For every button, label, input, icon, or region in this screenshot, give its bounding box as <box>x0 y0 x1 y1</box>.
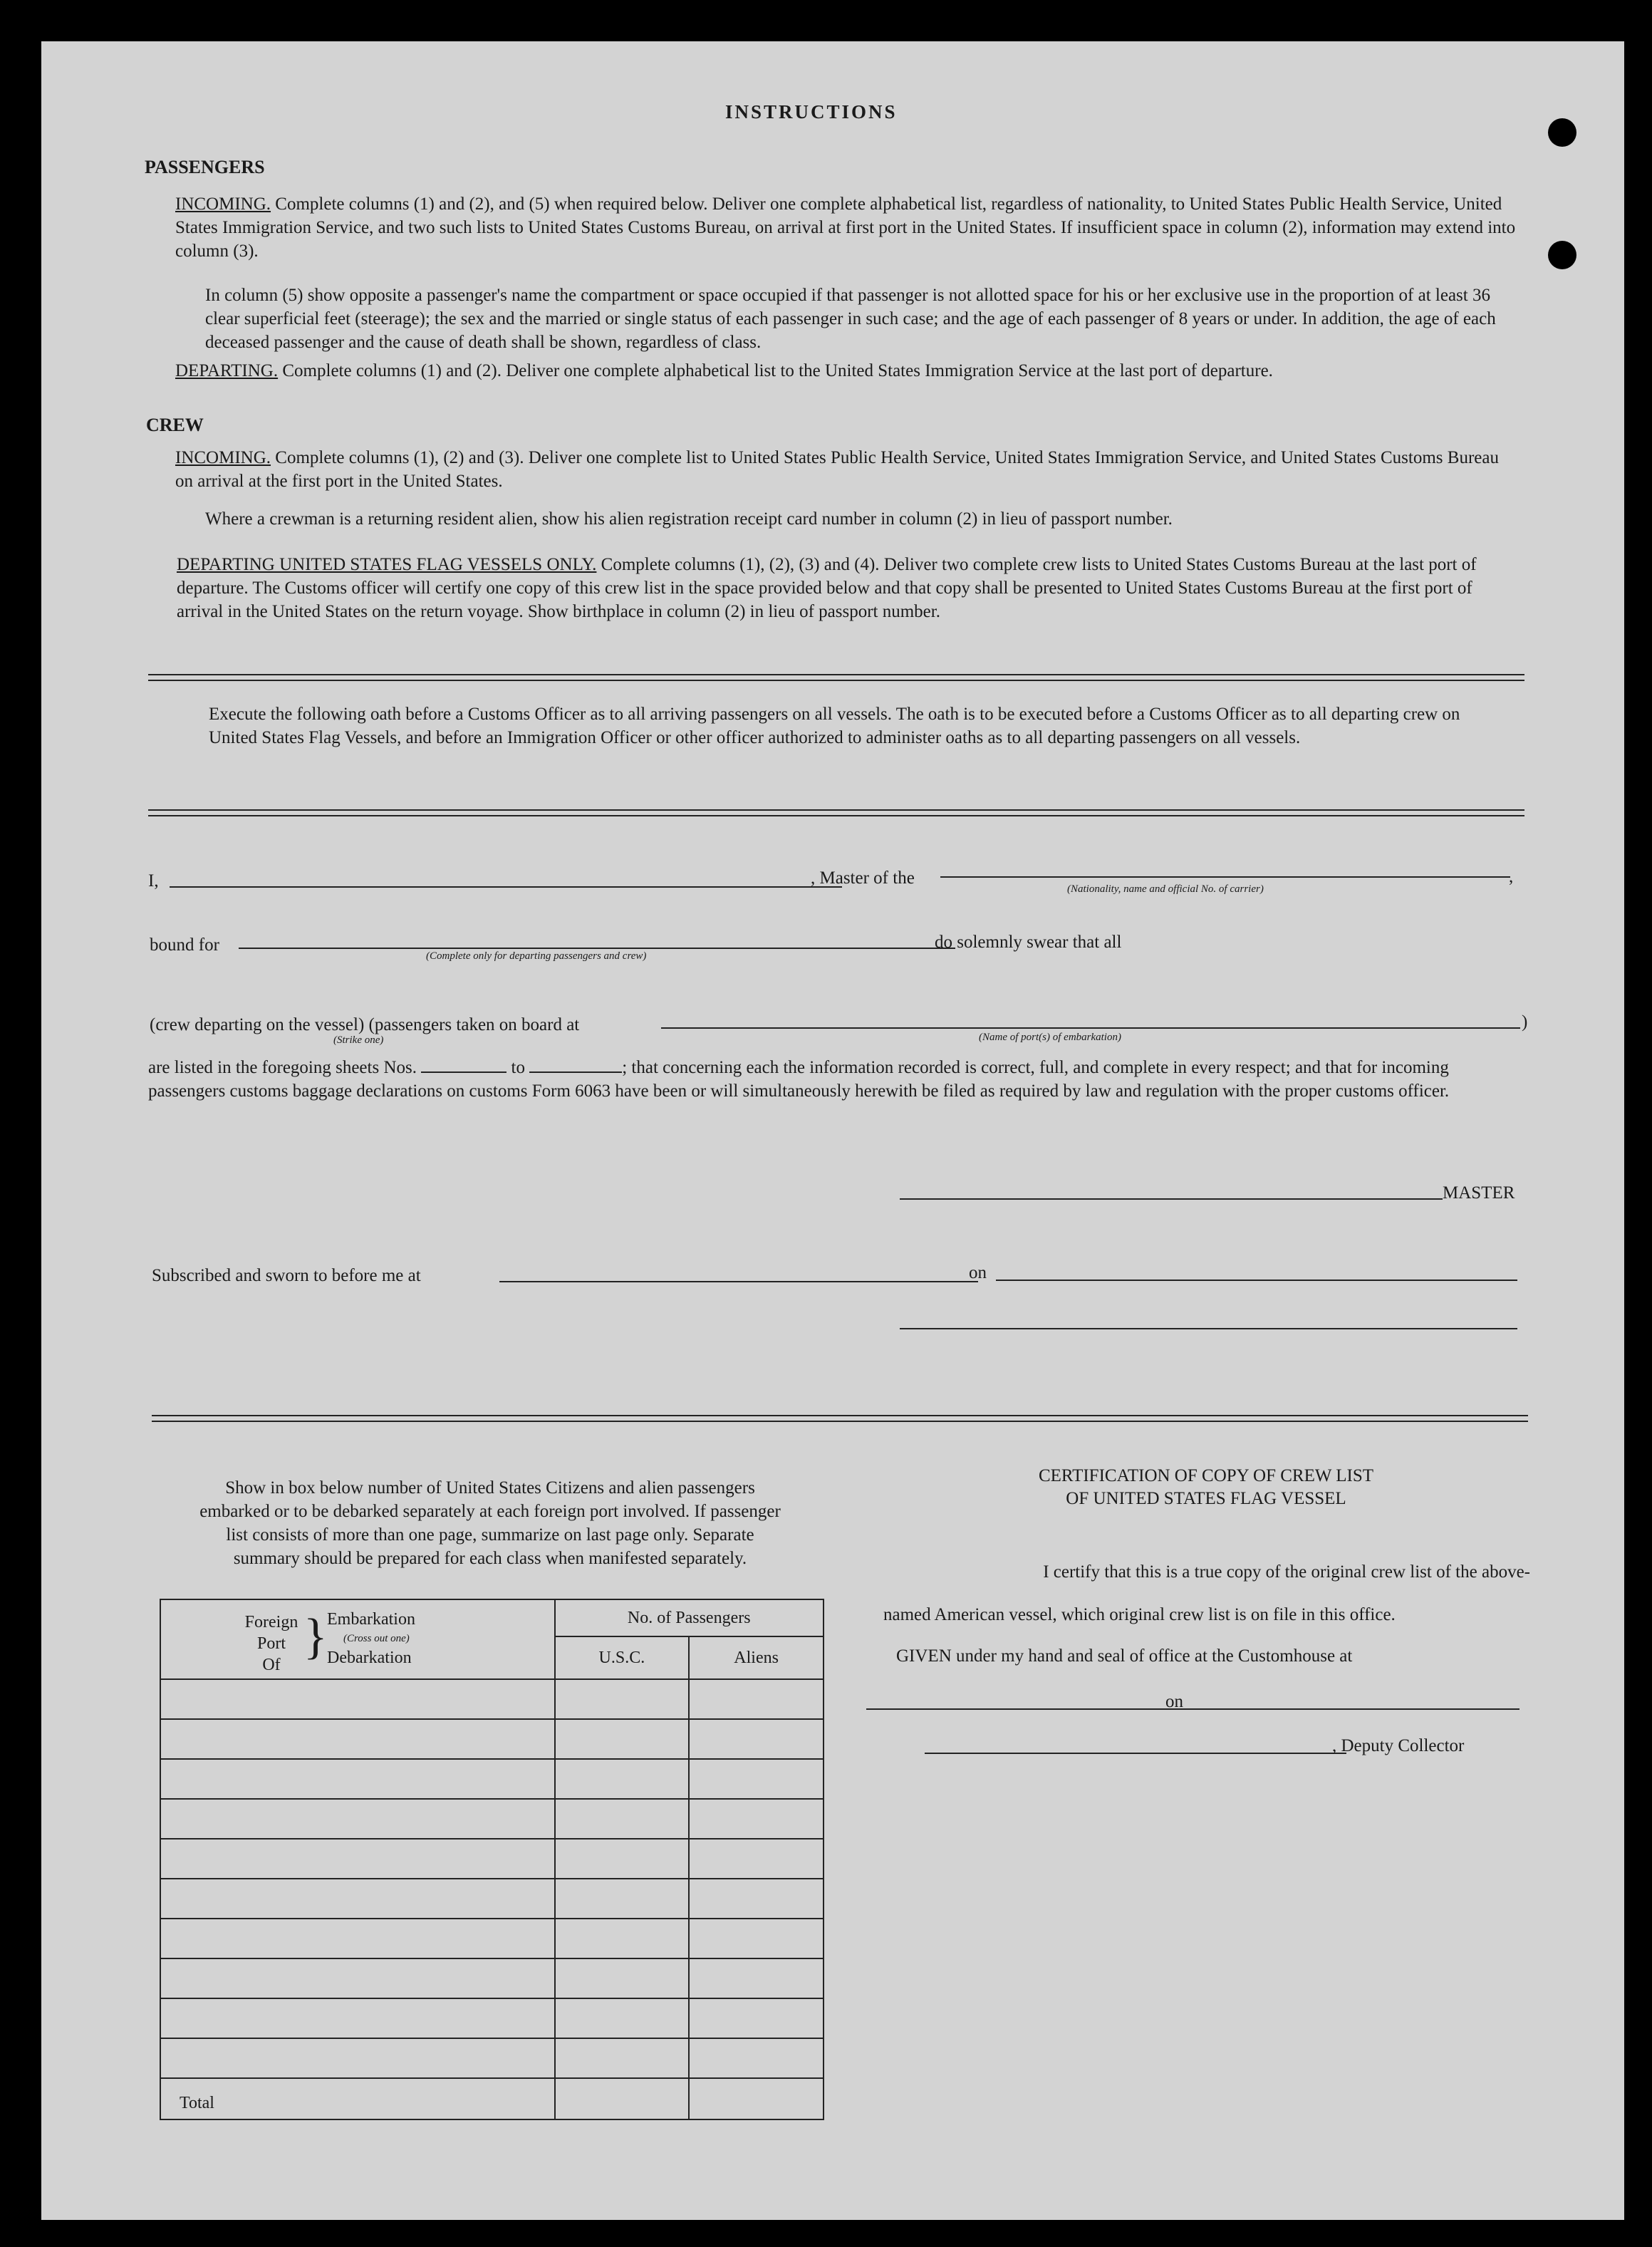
crew-departing <box>177 553 1519 623</box>
port-label: Port <box>256 1634 286 1653</box>
aliens-cell[interactable] <box>689 1919 824 1958</box>
swear-text: do solemnly swear that all <box>935 933 1122 952</box>
passengers-departing <box>175 359 1518 383</box>
port-cell[interactable] <box>160 1719 555 1759</box>
master-label: MASTER <box>1443 1183 1515 1203</box>
usc-cell[interactable] <box>555 1919 690 1958</box>
certification-title-1: CERTIFICATION OF COPY OF CREW LIST <box>1038 1466 1374 1485</box>
master-signature-field[interactable] <box>900 1198 1443 1200</box>
aliens-cell[interactable] <box>689 2038 824 2078</box>
certification-given: GIVEN under my hand and seal of office at the Customhouse at <box>896 1646 1353 1666</box>
sheets-text-2: ; that concerning each the information recorded is correct, full, and complete in every respect; and that for incoming passengers customs baggage declarations on customs Form 6063 have been or will simultaneously herewith be filed as required by law and regulation with the proper customs officer. <box>148 1058 1450 1101</box>
aliens-header: Aliens <box>689 1636 824 1679</box>
sworn-date-field[interactable] <box>996 1280 1517 1281</box>
divider <box>148 674 1524 681</box>
sheets-text-1: are listed in the foregoing sheets Nos. <box>148 1058 417 1077</box>
bound-for-caption: (Complete only for departing passengers and crew) <box>426 950 647 962</box>
passengers-departing-label: DEPARTING. <box>175 361 279 380</box>
summary-instructions: Show in box below number of United States Citizens and alien passengers embarked or to be debarked separately at each foreign port involved. If passenger list consists of more than one page, summarize on last page only. Separate summary should be prepared for each class when manifested separately. <box>199 1478 781 1568</box>
aliens-cell[interactable] <box>689 1839 824 1879</box>
certification-title-2: OF UNITED STATES FLAG VESSEL <box>1066 1489 1346 1508</box>
crew-heading: CREW <box>146 415 204 435</box>
port-cell[interactable] <box>160 1919 555 1958</box>
of-label: Of <box>262 1656 281 1674</box>
certification-date-field[interactable] <box>1192 1708 1519 1710</box>
passengers-heading: PASSENGERS <box>145 157 265 177</box>
document-page <box>41 41 1624 2220</box>
strike-caption: (Strike one) <box>333 1034 384 1046</box>
aliens-cell[interactable] <box>689 1679 824 1719</box>
foreign-label: Foreign <box>244 1613 298 1631</box>
comma: , <box>1509 867 1514 886</box>
crew-incoming-label: INCOMING. <box>175 448 271 467</box>
crew-departing-label: DEPARTING UNITED STATES FLAG VESSELS ONLY. <box>177 555 597 574</box>
crew-incoming-text: Complete columns (1), (2) and (3). Deliver one complete list to United States Public Health Service, United States Immigration Service, and United States Customs Bureau on arrival at the first port in the United States. <box>175 448 1499 491</box>
port-cell[interactable] <box>160 1759 555 1799</box>
usc-header: U.S.C. <box>555 1636 690 1679</box>
ports-caption: (Name of port(s) of embarkation) <box>979 1032 1121 1043</box>
crew-incoming <box>175 446 1518 493</box>
divider <box>152 1415 1528 1422</box>
customhouse-field[interactable] <box>866 1708 1201 1710</box>
page-title: INSTRUCTIONS <box>725 101 898 123</box>
port-cell[interactable] <box>160 1799 555 1839</box>
embarkation-ports-field[interactable] <box>661 1027 1520 1029</box>
master-of-label: , Master of the <box>811 868 915 888</box>
certification-on: on <box>1165 1692 1183 1711</box>
sheet-to-field[interactable] <box>529 1071 622 1073</box>
foreign-port-of <box>239 1612 303 1676</box>
port-cell[interactable] <box>160 1879 555 1919</box>
close-paren: ) <box>1522 1012 1528 1032</box>
officer-signature-field[interactable] <box>900 1328 1517 1329</box>
usc-cell[interactable] <box>555 1679 690 1719</box>
punch-hole <box>1548 241 1576 269</box>
sheets-paragraph <box>148 1056 1529 1103</box>
sworn-on-label: on <box>969 1263 987 1282</box>
port-cell[interactable] <box>160 1839 555 1879</box>
brace: } <box>303 1609 328 1664</box>
certification-title <box>896 1465 1516 1510</box>
punch-hole <box>1548 118 1576 147</box>
carrier-field[interactable] <box>940 876 1510 878</box>
usc-cell[interactable] <box>555 1958 690 1998</box>
debarkation-label: Debarkation <box>327 1649 412 1667</box>
bound-for-field[interactable] <box>239 948 955 949</box>
total-aliens-cell[interactable] <box>689 2078 824 2119</box>
crew-departing-text: Complete columns (1), (2), (3) and (4). Deliver two complete crew lists to United States Customs Bureau at the last port of departure. The Customs officer will certify one copy of this crew list in the space provided below and that copy shall be presented to United States Customs Bureau at the first port of arrival in the United States on the return voyage. Show birthplace in column (2) in lieu of passport number. <box>177 555 1477 621</box>
aliens-cell[interactable] <box>689 1879 824 1919</box>
port-cell[interactable] <box>160 1679 555 1719</box>
passenger-summary-table <box>160 1599 824 2120</box>
usc-cell[interactable] <box>555 1879 690 1919</box>
deputy-signature-field[interactable] <box>925 1753 1346 1754</box>
sheets-to: to <box>511 1058 525 1077</box>
aliens-cell[interactable] <box>689 1799 824 1839</box>
sheet-from-field[interactable] <box>421 1071 506 1073</box>
passengers-incoming-text: Complete columns (1) and (2), and (5) when required below. Deliver one complete alphabetical list, regardless of nationality, to United States Public Health Service, United States Immigration Service, and two such lists to United States Customs Bureau, on arrival at first port in the United States. If insufficient space in column (2), information may extend into column (3). <box>175 194 1516 261</box>
no-passengers-header: No. of Passengers <box>555 1599 824 1636</box>
crew-departing-text: (crew departing on the vessel) (passengers taken on board at <box>150 1015 580 1034</box>
total-label: Total <box>160 2078 555 2119</box>
passengers-incoming-label: INCOMING. <box>175 194 271 214</box>
certification-text-1: I certify that this is a true copy of the original crew list of the above- <box>1043 1562 1530 1582</box>
port-cell[interactable] <box>160 2038 555 2078</box>
port-cell[interactable] <box>160 1958 555 1998</box>
deputy-label: , Deputy Collector <box>1332 1736 1465 1755</box>
cross-out-caption: (Cross out one) <box>343 1633 410 1644</box>
passengers-column5: In column (5) show opposite a passenger's name the compartment or space occupied if that passenger is not allotted space for his or her exclusive use in the proportion of at least 36 clear superficial feet (steerage); the sex and the married or single status of each passenger in such case; and the age of each passenger of 8 years or under. In addition, the age of each deceased passenger and the cause of death shall be shown, regardless of class. <box>205 286 1496 352</box>
port-cell[interactable] <box>160 1998 555 2038</box>
bound-for-label: bound for <box>150 935 219 955</box>
aliens-cell[interactable] <box>689 1958 824 1998</box>
usc-cell[interactable] <box>555 1799 690 1839</box>
usc-cell[interactable] <box>555 1719 690 1759</box>
usc-cell[interactable] <box>555 1839 690 1879</box>
usc-cell[interactable] <box>555 1759 690 1799</box>
aliens-cell[interactable] <box>689 1759 824 1799</box>
oath-intro: Execute the following oath before a Customs Officer as to all arriving passengers on all vessels. The oath is to be executed before a Customs Officer as to all departing crew on United States Flag Vessels, and before an Immigration Officer or other officer authorized to administer oaths as to all departing passengers on all vessels. <box>209 705 1460 747</box>
crew-resident-alien: Where a crewman is a returning resident alien, show his alien registration receipt card number in column (2) in lieu of passport number. <box>205 509 1173 529</box>
oath-i-label: I, <box>148 871 159 891</box>
master-name-field[interactable] <box>170 886 842 888</box>
embarkation-label: Embarkation <box>327 1610 415 1629</box>
subscribed-label: Subscribed and sworn to before me at <box>152 1266 421 1285</box>
sworn-place-field[interactable] <box>499 1281 978 1282</box>
foreign-port-header <box>160 1599 555 1679</box>
divider <box>148 809 1524 816</box>
carrier-caption: (Nationality, name and official No. of carrier) <box>1067 883 1264 895</box>
total-usc-cell[interactable] <box>555 2078 690 2119</box>
usc-cell[interactable] <box>555 2038 690 2078</box>
aliens-cell[interactable] <box>689 1719 824 1759</box>
certification-text-2: named American vessel, which original crew list is on file in this office. <box>883 1605 1396 1624</box>
usc-cell[interactable] <box>555 1998 690 2038</box>
aliens-cell[interactable] <box>689 1998 824 2038</box>
passengers-departing-text: Complete columns (1) and (2). Deliver one complete alphabetical list to the United States Immigration Service at the last port of departure. <box>278 361 1273 380</box>
